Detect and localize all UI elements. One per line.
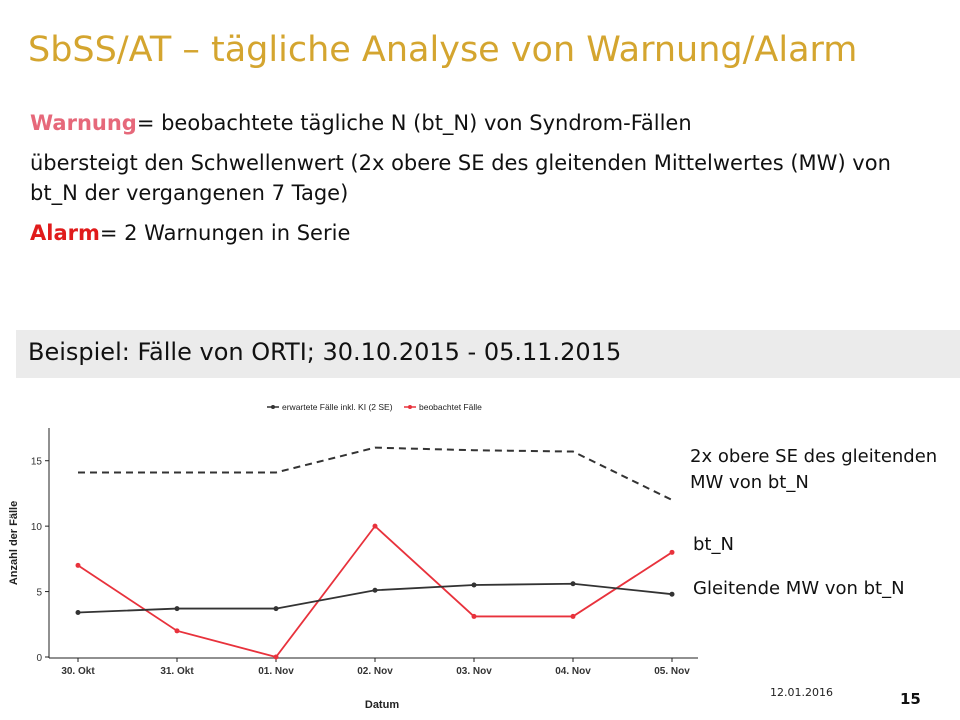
y-tick-label: 5 — [36, 587, 42, 599]
legend-expected-marker — [271, 405, 275, 409]
data-point-observed — [274, 655, 279, 660]
alarm-definition-text: = 2 Warnungen in Serie — [99, 221, 351, 245]
alarm-keyword: Alarm — [30, 221, 100, 245]
x-axis-ticks — [61, 658, 690, 677]
annotation-btn: bt_N — [693, 534, 734, 555]
chart-legend — [267, 402, 482, 412]
threshold-definition: übersteigt den Schwellenwert (2x obere SE des gleitenden Mittelwertes (MW) von bt_N der vergangenen 7 Tage) — [30, 151, 891, 205]
data-point-expected — [274, 606, 279, 611]
slide-title: SbSS/AT – tägliche Analyse von Warnung/Alarm — [28, 30, 858, 70]
warning-definition-text: = beobachtete tägliche N (bt_N) von Syndrom-Fällen — [136, 111, 692, 135]
data-point-expected — [175, 606, 180, 611]
page-number: 15 — [900, 690, 921, 708]
data-point-expected — [472, 583, 477, 588]
legend-observed-label: beobachtet Fälle — [419, 402, 482, 412]
x-tick-label: 30. Okt — [61, 666, 95, 677]
data-point-expected — [670, 592, 675, 597]
x-tick-label: 31. Okt — [160, 666, 194, 677]
x-tick-label: 05. Nov — [654, 666, 690, 677]
definitions — [30, 108, 930, 258]
footer-date: 12.01.2016 — [770, 686, 833, 699]
x-tick-label: 03. Nov — [456, 666, 492, 677]
data-point-expected — [76, 610, 81, 615]
alarm-definition — [30, 218, 930, 248]
y-axis-ticks — [31, 457, 49, 664]
warning-keyword: Warnung — [30, 111, 137, 135]
y-tick-label: 0 — [36, 653, 42, 664]
warning-definition — [30, 108, 930, 138]
series-line-upper — [78, 448, 672, 500]
annotation-moving-average: Gleitende MW von bt_N — [693, 578, 905, 599]
data-point-expected — [571, 581, 576, 586]
example-banner — [16, 330, 960, 378]
data-point-observed — [571, 614, 576, 619]
x-tick-label: 01. Nov — [258, 666, 294, 677]
chart-series — [76, 448, 675, 660]
y-tick-label: 15 — [30, 456, 42, 468]
x-tick-label: 02. Nov — [357, 666, 393, 677]
legend-expected-label: erwartete Fälle inkl. KI (2 SE) — [282, 402, 393, 412]
x-tick-label: 04. Nov — [555, 666, 591, 677]
data-point-observed — [373, 524, 378, 529]
cases-line-chart — [0, 390, 700, 720]
y-axis-title: Anzahl der Fälle — [8, 500, 20, 586]
x-axis-title: Datum — [364, 699, 400, 711]
annotation-upper-se: 2x obere SE des gleitenden MW von bt_N — [690, 446, 938, 493]
data-point-observed — [76, 563, 81, 568]
data-point-observed — [175, 628, 180, 633]
data-point-observed — [670, 550, 675, 555]
legend-observed-marker — [408, 405, 412, 409]
data-point-expected — [373, 588, 378, 593]
data-point-observed — [472, 614, 477, 619]
y-tick-label: 10 — [30, 522, 42, 534]
example-heading: Beispiel: Fälle von ORTI; 30.10.2015 - 05.11.2015 — [28, 338, 622, 366]
